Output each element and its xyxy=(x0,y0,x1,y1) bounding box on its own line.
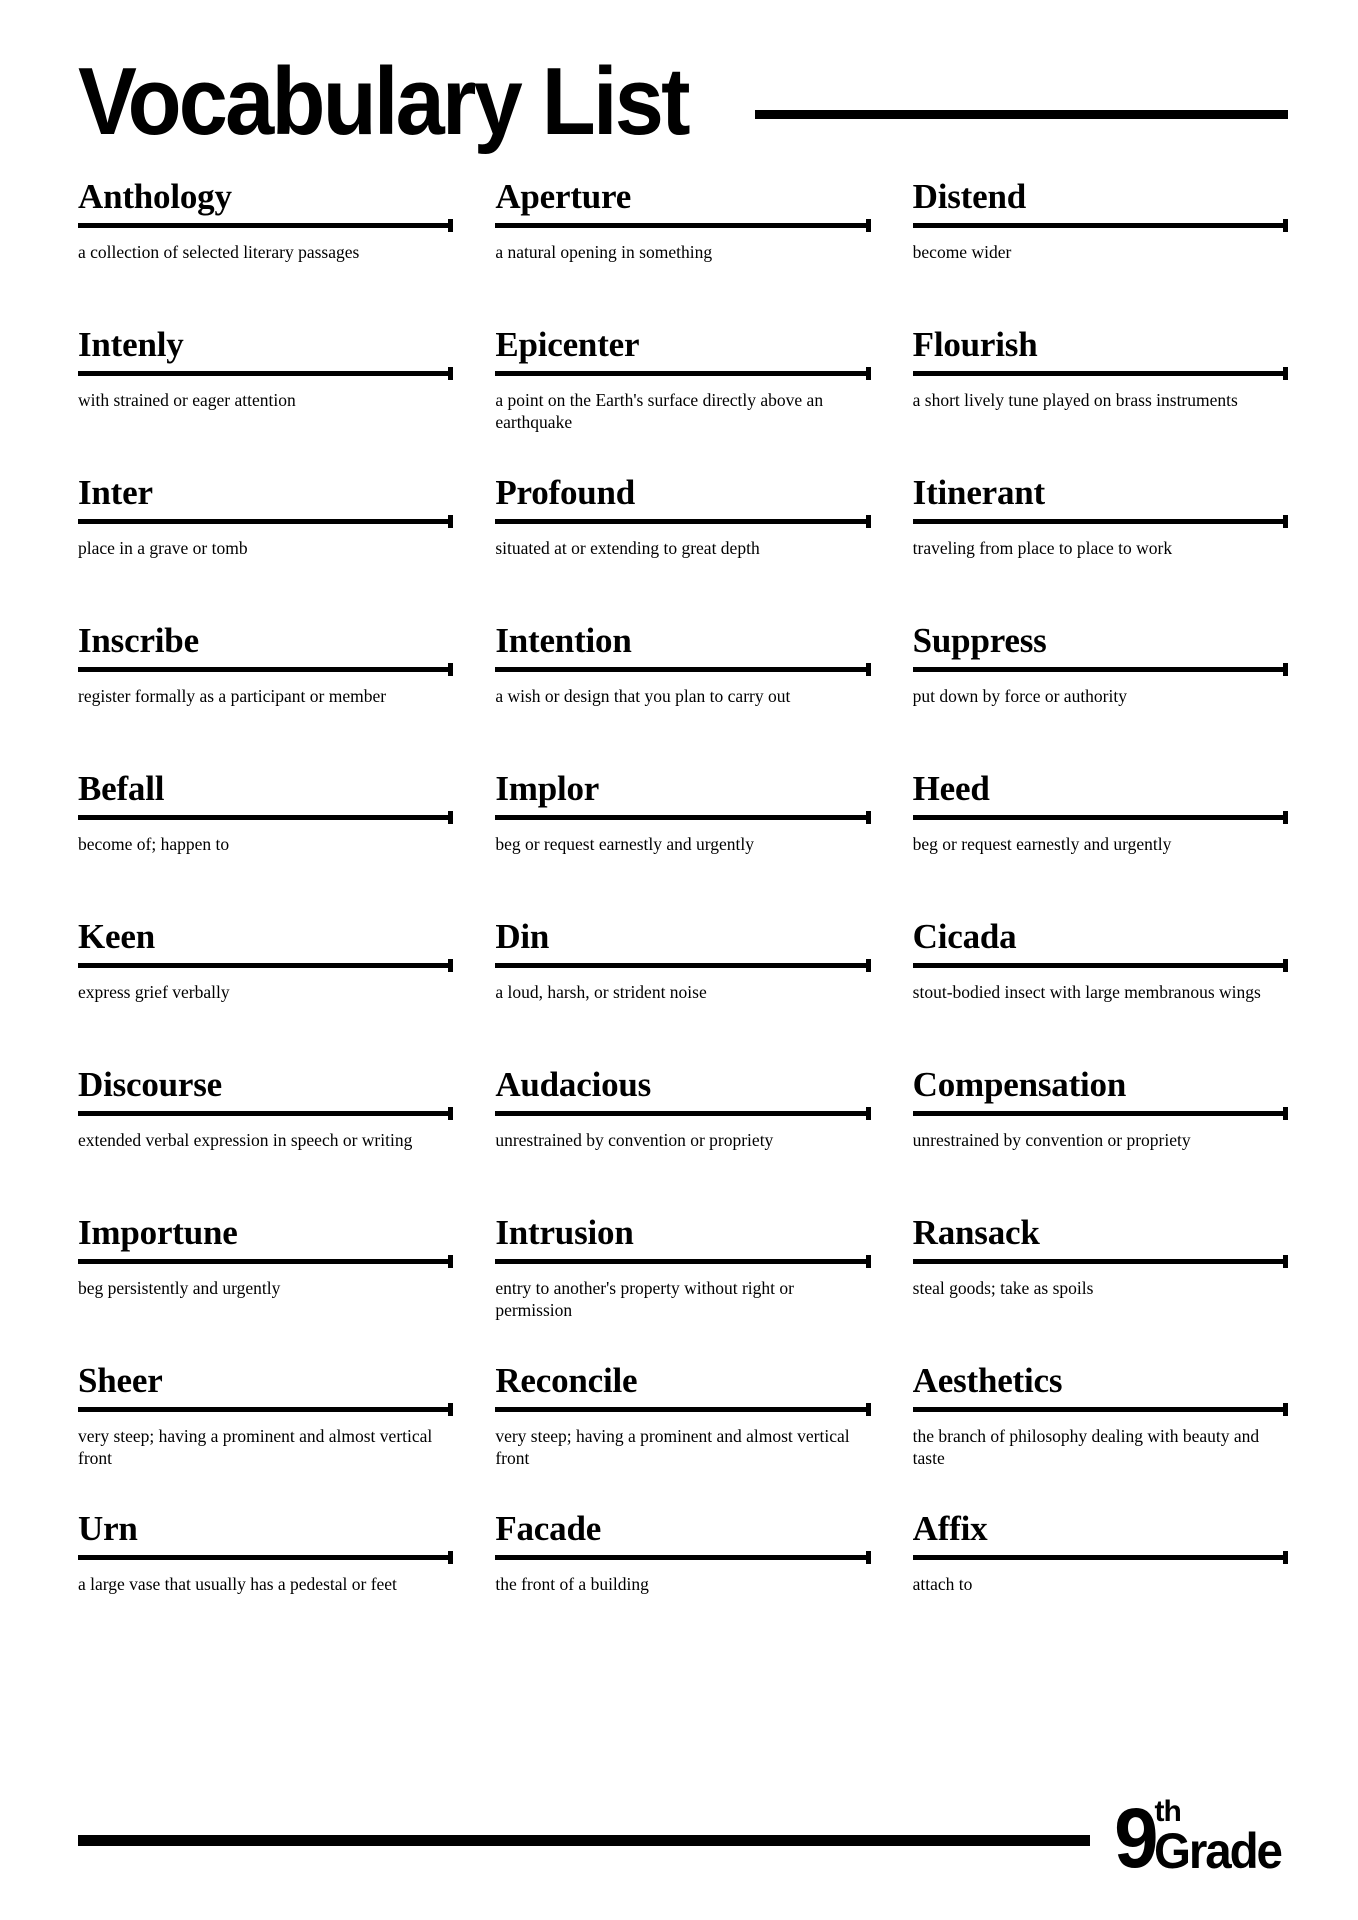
answer-line-end-cap xyxy=(448,1403,453,1416)
answer-line xyxy=(495,1551,870,1564)
vocabulary-word: Cicada xyxy=(912,919,1017,957)
answer-line-bar xyxy=(495,1407,870,1412)
answer-line xyxy=(913,663,1288,676)
vocabulary-definition: a point on the Earth's surface directly above an earthquake xyxy=(495,389,824,433)
vocabulary-word: Urn xyxy=(78,1511,138,1549)
answer-line-end-cap xyxy=(448,367,453,380)
answer-line-bar xyxy=(913,519,1288,524)
answer-line-end-cap xyxy=(1283,515,1288,528)
answer-line-end-cap xyxy=(1283,219,1288,232)
answer-line-end-cap xyxy=(866,515,871,528)
vocabulary-entry xyxy=(78,179,453,327)
answer-line xyxy=(78,1551,453,1564)
page-header xyxy=(0,0,1358,155)
vocabulary-definition: attach to xyxy=(912,1573,973,1594)
vocabulary-entry xyxy=(78,623,453,771)
vocabulary-definition: extended verbal expression in speech or writing xyxy=(78,1129,413,1150)
page-footer xyxy=(0,1750,1358,1920)
answer-line xyxy=(495,219,870,232)
answer-line-bar xyxy=(495,1555,870,1560)
vocabulary-entry xyxy=(913,1363,1288,1511)
vocabulary-definition: a large vase that usually has a pedestal or feet xyxy=(78,1573,397,1594)
vocabulary-definition: beg persistently and urgently xyxy=(78,1277,281,1298)
vocabulary-definition: a collection of selected literary passages xyxy=(78,241,360,262)
vocabulary-word: Distend xyxy=(912,179,1026,217)
answer-line xyxy=(913,1551,1288,1564)
answer-line-end-cap xyxy=(866,1255,871,1268)
answer-line xyxy=(78,219,453,232)
vocabulary-word: Aperture xyxy=(495,179,632,217)
vocabulary-word: Befall xyxy=(78,771,165,809)
vocabulary-word: Heed xyxy=(912,771,990,809)
vocabulary-word: Ransack xyxy=(912,1215,1040,1253)
vocabulary-entry xyxy=(78,1215,453,1363)
vocabulary-entry xyxy=(495,919,870,1067)
vocabulary-entry xyxy=(913,475,1288,623)
answer-line-bar xyxy=(913,371,1288,376)
answer-line xyxy=(913,219,1288,232)
answer-line-end-cap xyxy=(1283,1403,1288,1416)
vocabulary-word: Inter xyxy=(78,475,153,513)
answer-line-bar xyxy=(913,667,1288,672)
vocabulary-definition: beg or request earnestly and urgently xyxy=(495,833,755,854)
vocabulary-entry xyxy=(495,179,870,327)
answer-line xyxy=(913,1255,1288,1268)
answer-line-bar xyxy=(78,371,453,376)
vocabulary-entry xyxy=(913,1511,1288,1659)
answer-line-end-cap xyxy=(1283,663,1288,676)
vocabulary-entry xyxy=(78,919,453,1067)
vocabulary-word: Aesthetics xyxy=(912,1363,1063,1401)
answer-line-bar xyxy=(495,963,870,968)
answer-line-end-cap xyxy=(448,515,453,528)
answer-line-bar xyxy=(913,963,1288,968)
vocabulary-entry xyxy=(78,327,453,475)
answer-line-bar xyxy=(78,1555,453,1560)
vocabulary-word: Inscribe xyxy=(78,623,199,661)
answer-line xyxy=(913,959,1288,972)
answer-line-bar xyxy=(78,667,453,672)
vocabulary-entry xyxy=(78,1511,453,1659)
vocabulary-word: Profound xyxy=(495,475,636,513)
vocabulary-word: Compensation xyxy=(912,1067,1127,1105)
vocabulary-definition: express grief verbally xyxy=(78,981,230,1002)
vocabulary-definition: the front of a building xyxy=(495,1573,649,1594)
vocabulary-word: Discourse xyxy=(78,1067,223,1105)
grade-text-stack xyxy=(1154,1794,1288,1879)
vocabulary-word: Reconcile xyxy=(495,1363,638,1401)
vocabulary-word: Din xyxy=(495,919,550,957)
grade-word: Grade xyxy=(1154,1822,1282,1879)
vocabulary-word: Importune xyxy=(78,1215,238,1253)
vocabulary-entry xyxy=(913,1215,1288,1363)
answer-line-bar xyxy=(913,1555,1288,1560)
grade-level-logo xyxy=(1112,1790,1288,1885)
answer-line xyxy=(913,367,1288,380)
vocabulary-word: Sheer xyxy=(78,1363,163,1401)
answer-line xyxy=(495,515,870,528)
vocabulary-entry xyxy=(913,623,1288,771)
vocabulary-entry xyxy=(495,623,870,771)
answer-line xyxy=(78,811,453,824)
answer-line-end-cap xyxy=(866,959,871,972)
vocabulary-definition: put down by force or authority xyxy=(912,685,1127,706)
answer-line-bar xyxy=(913,815,1288,820)
answer-line xyxy=(495,663,870,676)
vocabulary-word: Anthology xyxy=(78,179,232,217)
answer-line-bar xyxy=(495,519,870,524)
answer-line-bar xyxy=(78,1259,453,1264)
answer-line-end-cap xyxy=(448,219,453,232)
answer-line-end-cap xyxy=(866,367,871,380)
vocabulary-entry xyxy=(495,327,870,475)
vocabulary-entry xyxy=(913,771,1288,919)
answer-line-end-cap xyxy=(1283,959,1288,972)
answer-line-end-cap xyxy=(448,1551,453,1564)
answer-line-end-cap xyxy=(448,811,453,824)
vocabulary-word: Keen xyxy=(78,919,155,957)
answer-line xyxy=(78,515,453,528)
answer-line-bar xyxy=(78,223,453,228)
vocabulary-grid xyxy=(0,147,1358,1659)
vocabulary-entry xyxy=(913,1067,1288,1215)
vocabulary-definition: with strained or eager attention xyxy=(78,389,296,410)
answer-line xyxy=(495,1255,870,1268)
vocabulary-definition: very steep; having a prominent and almost vertical front xyxy=(78,1425,433,1469)
footer-divider-rule xyxy=(78,1835,1090,1846)
answer-line-bar xyxy=(495,371,870,376)
vocabulary-entry xyxy=(913,327,1288,475)
answer-line xyxy=(495,811,870,824)
answer-line-end-cap xyxy=(866,811,871,824)
answer-line-bar xyxy=(78,1407,453,1412)
answer-line-bar xyxy=(913,1111,1288,1116)
answer-line xyxy=(913,1107,1288,1120)
answer-line xyxy=(913,1403,1288,1416)
vocabulary-entry xyxy=(495,1363,870,1511)
answer-line xyxy=(78,959,453,972)
answer-line xyxy=(913,515,1288,528)
answer-line xyxy=(78,1255,453,1268)
vocabulary-definition: a wish or design that you plan to carry out xyxy=(495,685,791,706)
answer-line-end-cap xyxy=(448,1255,453,1268)
vocabulary-definition: steal goods; take as spoils xyxy=(912,1277,1094,1298)
answer-line-bar xyxy=(913,223,1288,228)
vocabulary-definition: unrestrained by convention or propriety xyxy=(912,1129,1191,1150)
answer-line-end-cap xyxy=(448,959,453,972)
answer-line xyxy=(78,367,453,380)
answer-line-bar xyxy=(495,223,870,228)
vocabulary-entry xyxy=(495,475,870,623)
answer-line-bar xyxy=(495,667,870,672)
answer-line-end-cap xyxy=(448,1107,453,1120)
vocabulary-word: Intrusion xyxy=(495,1215,634,1253)
grade-number: 9 xyxy=(1113,1790,1155,1885)
answer-line-end-cap xyxy=(1283,1551,1288,1564)
vocabulary-word: Implor xyxy=(495,771,600,809)
answer-line xyxy=(495,1107,870,1120)
answer-line-end-cap xyxy=(866,1551,871,1564)
vocabulary-definition: a natural opening in something xyxy=(495,241,713,262)
vocabulary-word: Affix xyxy=(912,1511,988,1549)
vocabulary-word: Intenly xyxy=(78,327,184,365)
answer-line xyxy=(78,663,453,676)
answer-line-end-cap xyxy=(1283,367,1288,380)
answer-line-bar xyxy=(495,815,870,820)
vocabulary-word: Intention xyxy=(495,623,632,661)
vocabulary-entry xyxy=(78,1363,453,1511)
vocabulary-entry xyxy=(78,475,453,623)
vocabulary-entry xyxy=(495,771,870,919)
answer-line-bar xyxy=(913,1259,1288,1264)
title-divider-rule xyxy=(755,110,1288,119)
vocabulary-definition: the branch of philosophy dealing with beauty and taste xyxy=(912,1425,1260,1469)
vocabulary-entry xyxy=(913,919,1288,1067)
vocabulary-definition: entry to another's property without right or permission xyxy=(495,1277,794,1321)
vocabulary-definition: become wider xyxy=(912,241,1012,262)
answer-line-end-cap xyxy=(1283,1255,1288,1268)
vocabulary-definition: traveling from place to place to work xyxy=(912,537,1173,558)
answer-line-bar xyxy=(495,1259,870,1264)
vocabulary-definition: place in a grave or tomb xyxy=(78,537,248,558)
vocabulary-entry xyxy=(913,179,1288,327)
vocabulary-definition: beg or request earnestly and urgently xyxy=(912,833,1172,854)
vocabulary-definition: unrestrained by convention or propriety xyxy=(495,1129,774,1150)
answer-line-end-cap xyxy=(448,663,453,676)
answer-line xyxy=(78,1107,453,1120)
answer-line-bar xyxy=(495,1111,870,1116)
vocabulary-entry xyxy=(495,1511,870,1659)
vocabulary-word: Epicenter xyxy=(495,327,640,365)
vocabulary-word: Flourish xyxy=(912,327,1038,365)
answer-line-end-cap xyxy=(866,663,871,676)
vocabulary-entry xyxy=(78,771,453,919)
answer-line xyxy=(78,1403,453,1416)
answer-line xyxy=(495,1403,870,1416)
answer-line xyxy=(495,367,870,380)
grade-ordinal-suffix: th xyxy=(1154,1794,1181,1828)
answer-line-end-cap xyxy=(866,1403,871,1416)
vocabulary-word: Suppress xyxy=(912,623,1047,661)
vocabulary-definition: register formally as a participant or member xyxy=(78,685,387,706)
vocabulary-word: Audacious xyxy=(495,1067,652,1105)
answer-line xyxy=(495,959,870,972)
vocabulary-definition: become of; happen to xyxy=(78,833,230,854)
vocabulary-entry xyxy=(78,1067,453,1215)
answer-line-bar xyxy=(78,963,453,968)
vocabulary-entry xyxy=(495,1215,870,1363)
answer-line-end-cap xyxy=(866,219,871,232)
page-title: Vocabulary List xyxy=(78,48,688,155)
vocabulary-definition: stout-bodied insect with large membranous wings xyxy=(912,981,1261,1002)
vocabulary-definition: a loud, harsh, or strident noise xyxy=(495,981,707,1002)
vocabulary-word: Facade xyxy=(495,1511,602,1549)
vocabulary-definition: situated at or extending to great depth xyxy=(495,537,760,558)
answer-line-end-cap xyxy=(866,1107,871,1120)
answer-line-end-cap xyxy=(1283,1107,1288,1120)
answer-line-bar xyxy=(78,1111,453,1116)
answer-line-end-cap xyxy=(1283,811,1288,824)
vocabulary-word: Itinerant xyxy=(912,475,1046,513)
answer-line-bar xyxy=(913,1407,1288,1412)
answer-line-bar xyxy=(78,815,453,820)
answer-line-bar xyxy=(78,519,453,524)
vocabulary-definition: very steep; having a prominent and almost vertical front xyxy=(495,1425,850,1469)
vocabulary-entry xyxy=(495,1067,870,1215)
answer-line xyxy=(913,811,1288,824)
vocabulary-definition: a short lively tune played on brass instruments xyxy=(912,389,1238,410)
